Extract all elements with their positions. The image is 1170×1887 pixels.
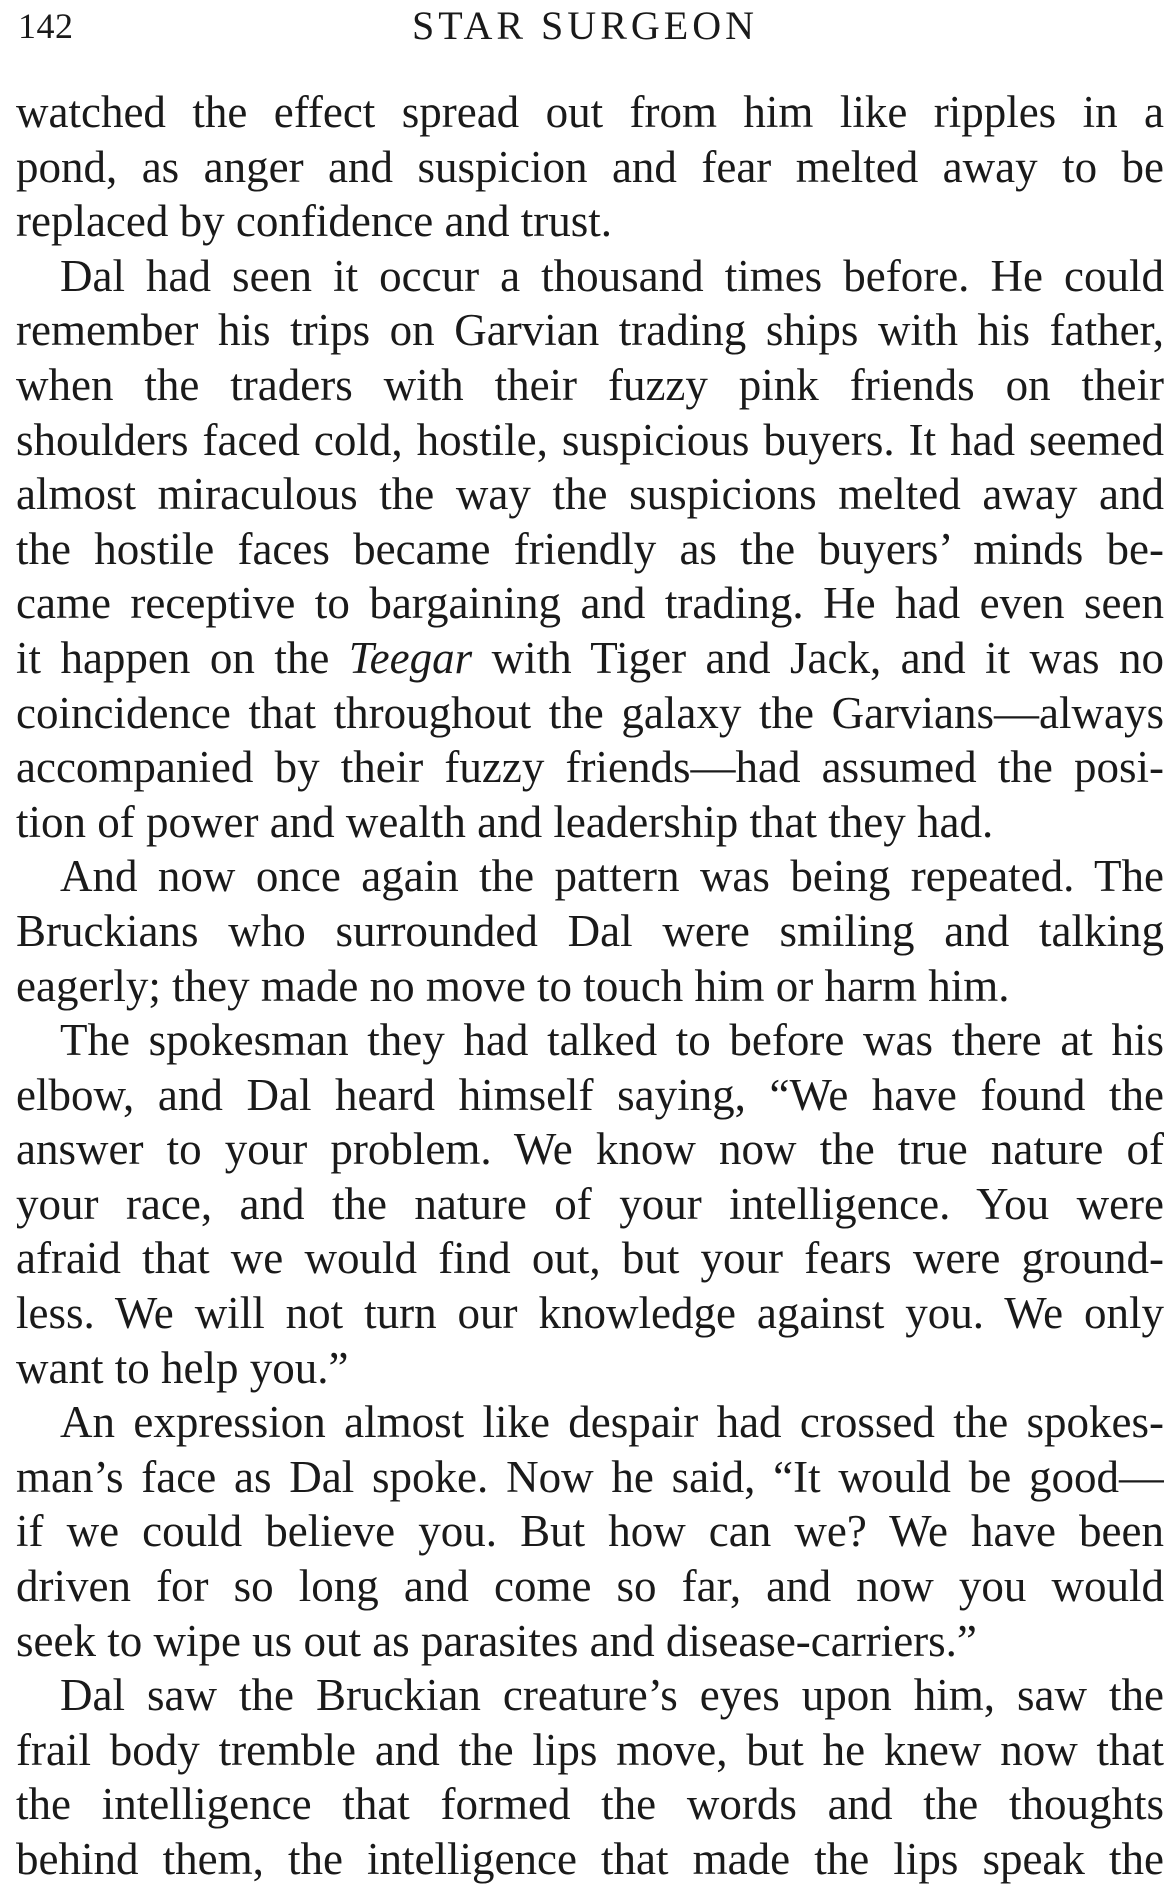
book-page: [10, 0, 1164, 1884]
text-line: came receptive to bargaining and trading. He had even seen: [16, 578, 1164, 629]
page-header: [14, 2, 1156, 48]
text-line: want to help you.”: [16, 1342, 349, 1393]
text-line: And now once again the pattern was being repeated. The: [60, 851, 1164, 902]
text-line: seek to wipe us out as parasites and disease-carriers.”: [16, 1615, 977, 1666]
text-line: the hostile faces became friendly as the buyers’ minds be-: [16, 523, 1164, 574]
text-line: Bruckians who surrounded Dal were smiling and talking: [16, 905, 1164, 956]
text-line: The spokesman they had talked to before was there at his: [60, 1015, 1164, 1066]
text-line: elbow, and Dal heard himself saying, “We have found the: [16, 1069, 1164, 1120]
text-line: remember his trips on Garvian trading ships with his father,: [16, 305, 1164, 356]
text-line: pond, as anger and suspicion and fear melted away to be: [16, 141, 1164, 192]
page-number: 142: [18, 6, 74, 46]
text-line-segment: with Tiger and Jack, and it was no: [472, 632, 1164, 683]
text-line: coincidence that throughout the galaxy the Garvians—always: [16, 687, 1164, 738]
ship-name-italic: Teegar: [348, 632, 473, 683]
text-line: accompanied by their fuzzy friends—had assumed the posi-: [16, 742, 1164, 793]
text-line: shoulders faced cold, hostile, suspicious buyers. It had seemed: [16, 414, 1164, 465]
text-line: Dal had seen it occur a thousand times before. He could: [60, 250, 1164, 301]
text-line: answer to your problem. We know now the true nature of: [16, 1124, 1164, 1175]
text-line: the intelligence that formed the words and the thoughts: [16, 1779, 1164, 1830]
body-text: [16, 85, 1164, 1887]
text-line: tion of power and wealth and leadership that they had.: [16, 796, 994, 847]
text-line: when the traders with their fuzzy pink friends on their: [16, 359, 1164, 410]
text-line: An expression almost like despair had crossed the spokes-: [60, 1397, 1164, 1448]
text-line-segment: it happen on the: [16, 632, 349, 683]
text-line: afraid that we would find out, but your fears were ground-: [16, 1233, 1164, 1284]
text-line: if we could believe you. But how can we? We have been: [16, 1506, 1164, 1557]
running-head-title: STAR SURGEON: [412, 3, 758, 48]
text-line: replaced by confidence and trust.: [16, 196, 612, 247]
text-line: Dal saw the Bruckian creature’s eyes upon him, saw the: [60, 1670, 1164, 1721]
text-line: driven for so long and come so far, and now you would: [16, 1561, 1164, 1612]
text-line: frail body tremble and the lips move, but he knew now that: [16, 1724, 1164, 1775]
text-line: less. We will not turn our knowledge against you. We only: [16, 1288, 1164, 1339]
text-line: man’s face as Dal spoke. Now he said, “It would be good—: [16, 1451, 1164, 1502]
text-line: [16, 631, 1164, 686]
text-line: eagerly; they made no move to touch him or harm him.: [16, 960, 1010, 1011]
text-line: your race, and the nature of your intelligence. You were: [16, 1178, 1164, 1229]
text-line: watched the effect spread out from him like ripples in a: [16, 87, 1164, 137]
text-line: behind them, the intelligence that made the lips speak the: [16, 1834, 1164, 1884]
text-line: almost miraculous the way the suspicions melted away and: [16, 469, 1164, 520]
